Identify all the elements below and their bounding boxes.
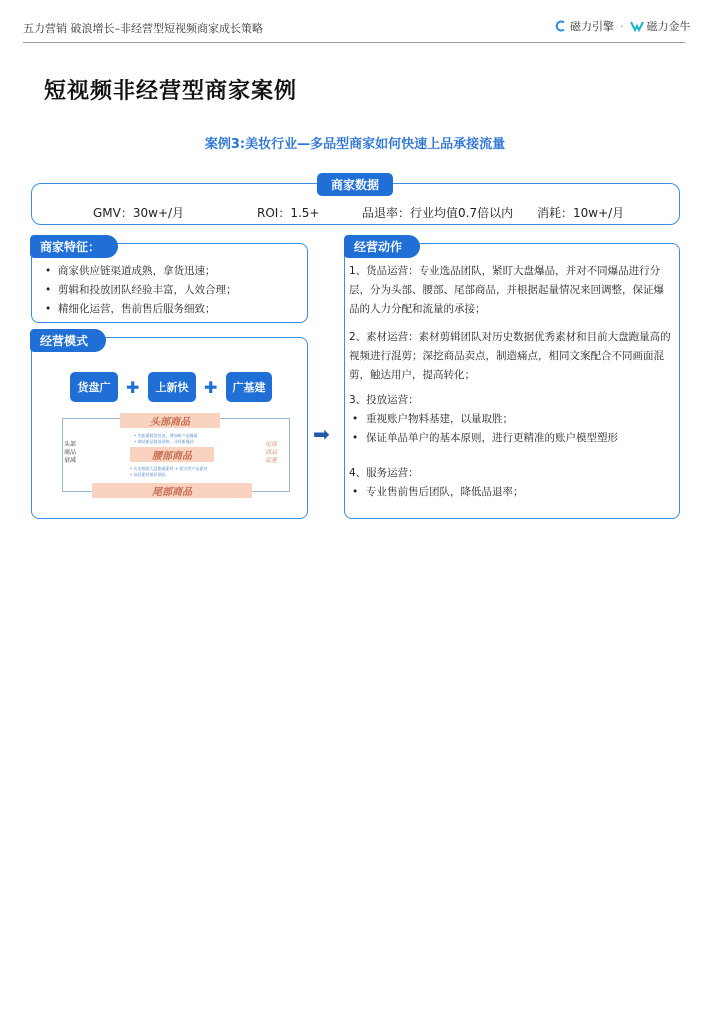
metric-gmv: GMV：30w+/月 xyxy=(93,206,185,220)
tier-note-line: • 测试新品提前预热，寻找新爆款 xyxy=(134,439,194,444)
tier-note-bottom xyxy=(130,466,208,478)
brand-separator: · xyxy=(620,19,624,33)
tag-goods-wide: 货盘广 xyxy=(70,372,118,402)
merchant-data-label: 商家数据 xyxy=(317,173,393,196)
feature-item: • 剪辑和投放团队经验丰富，人效合理； xyxy=(42,281,302,300)
waist-products-band: 腰部商品 xyxy=(130,447,214,462)
ops-content xyxy=(349,262,674,502)
metric-roi: ROI：1.5+ xyxy=(257,206,320,220)
left-side-label xyxy=(64,441,76,465)
head-products-band: 头部商品 xyxy=(120,413,220,428)
right-arrow-icon: ➡ xyxy=(313,422,330,446)
case-title: 案例3:美妆行业—多品型商家如何快速上品承接流量 xyxy=(204,137,506,152)
page-title: 短视频非经营型商家案例 xyxy=(44,79,298,104)
left-side-line: 衰减 xyxy=(64,457,77,464)
features-label: 商家特征： xyxy=(30,235,118,258)
ops-paragraph-goods: 1、货品运营：专业选品团队，紧盯大盘爆品，并对不同爆品进行分层，分为头部、腰部、尾部商品，并根据起量情况来回调整，保证爆品的人力分配和流量的承接； xyxy=(349,265,664,315)
tag-new-fast: 上新快 xyxy=(148,372,196,402)
metric-spend: 消耗：10w+/月 xyxy=(537,206,625,220)
right-side-line: 起量 xyxy=(265,457,278,464)
ops-ads-item: • 重视账户物料基建，以量取胜； xyxy=(349,410,674,429)
left-side-line: 头部 xyxy=(64,441,77,448)
feature-item: • 商家供应链渠道成熟，拿货迅速； xyxy=(42,262,302,281)
cili-engine-logo-icon xyxy=(555,20,567,32)
brand-1-name: 磁力引擎 xyxy=(570,20,614,33)
tier-note-line: • 历史数据大盘跑量素材 + 相关性产品素材 xyxy=(130,466,208,471)
header-left-text: 五力营销 破浪增长–非经营型短视频商家成长策略 xyxy=(23,22,263,35)
brand-2-name: 磁力金牛 xyxy=(646,20,691,33)
right-side-line: 商品 xyxy=(265,449,278,456)
tail-products-band: 尾部商品 xyxy=(92,483,252,498)
right-side-line: 尾部 xyxy=(265,441,278,448)
mode-label: 经营模式 xyxy=(30,329,106,352)
ops-service-item: • 专业售前售后团队，降低品退率； xyxy=(349,483,674,502)
tier-note-line: • 先配量精准投放，增加新产品爆量 xyxy=(134,433,198,438)
ops-paragraph-material: 2、素材运营：素材剪辑团队对历史数据优秀素材和目前大盘跑量高的视频进行混剪；深挖商品卖点，制造痛点，相同文案配合不同画面混剪，触达用户，提高转化； xyxy=(349,331,671,381)
ops-paragraph-ads-title: 3、投放运营： xyxy=(349,394,419,406)
plus-icon: ✚ xyxy=(204,378,218,397)
tier-note-line: • 高投素材低价测品 xyxy=(130,472,166,477)
tag-infra: 广基建 xyxy=(226,372,272,402)
brand-logos xyxy=(555,18,691,34)
plus-icon: ✚ xyxy=(126,378,140,397)
ops-ads-item: • 保证单品单户的基本原则，进行更精准的账户模型塑形 xyxy=(349,429,674,448)
feature-item: • 精细化运营，售前售后服务细致； xyxy=(42,300,302,319)
cili-jinniu-logo-icon xyxy=(630,20,644,32)
header-divider xyxy=(23,42,685,43)
left-side-line: 商品 xyxy=(64,449,77,456)
tier-note-top xyxy=(134,433,198,445)
ops-label: 经营动作 xyxy=(344,235,420,258)
features-list xyxy=(42,262,302,319)
metric-return-rate: 品退率：行业均值0.7倍以内 xyxy=(362,206,514,220)
right-side-label xyxy=(265,441,277,465)
ops-paragraph-service-title: 4、服务运营： xyxy=(349,467,419,479)
